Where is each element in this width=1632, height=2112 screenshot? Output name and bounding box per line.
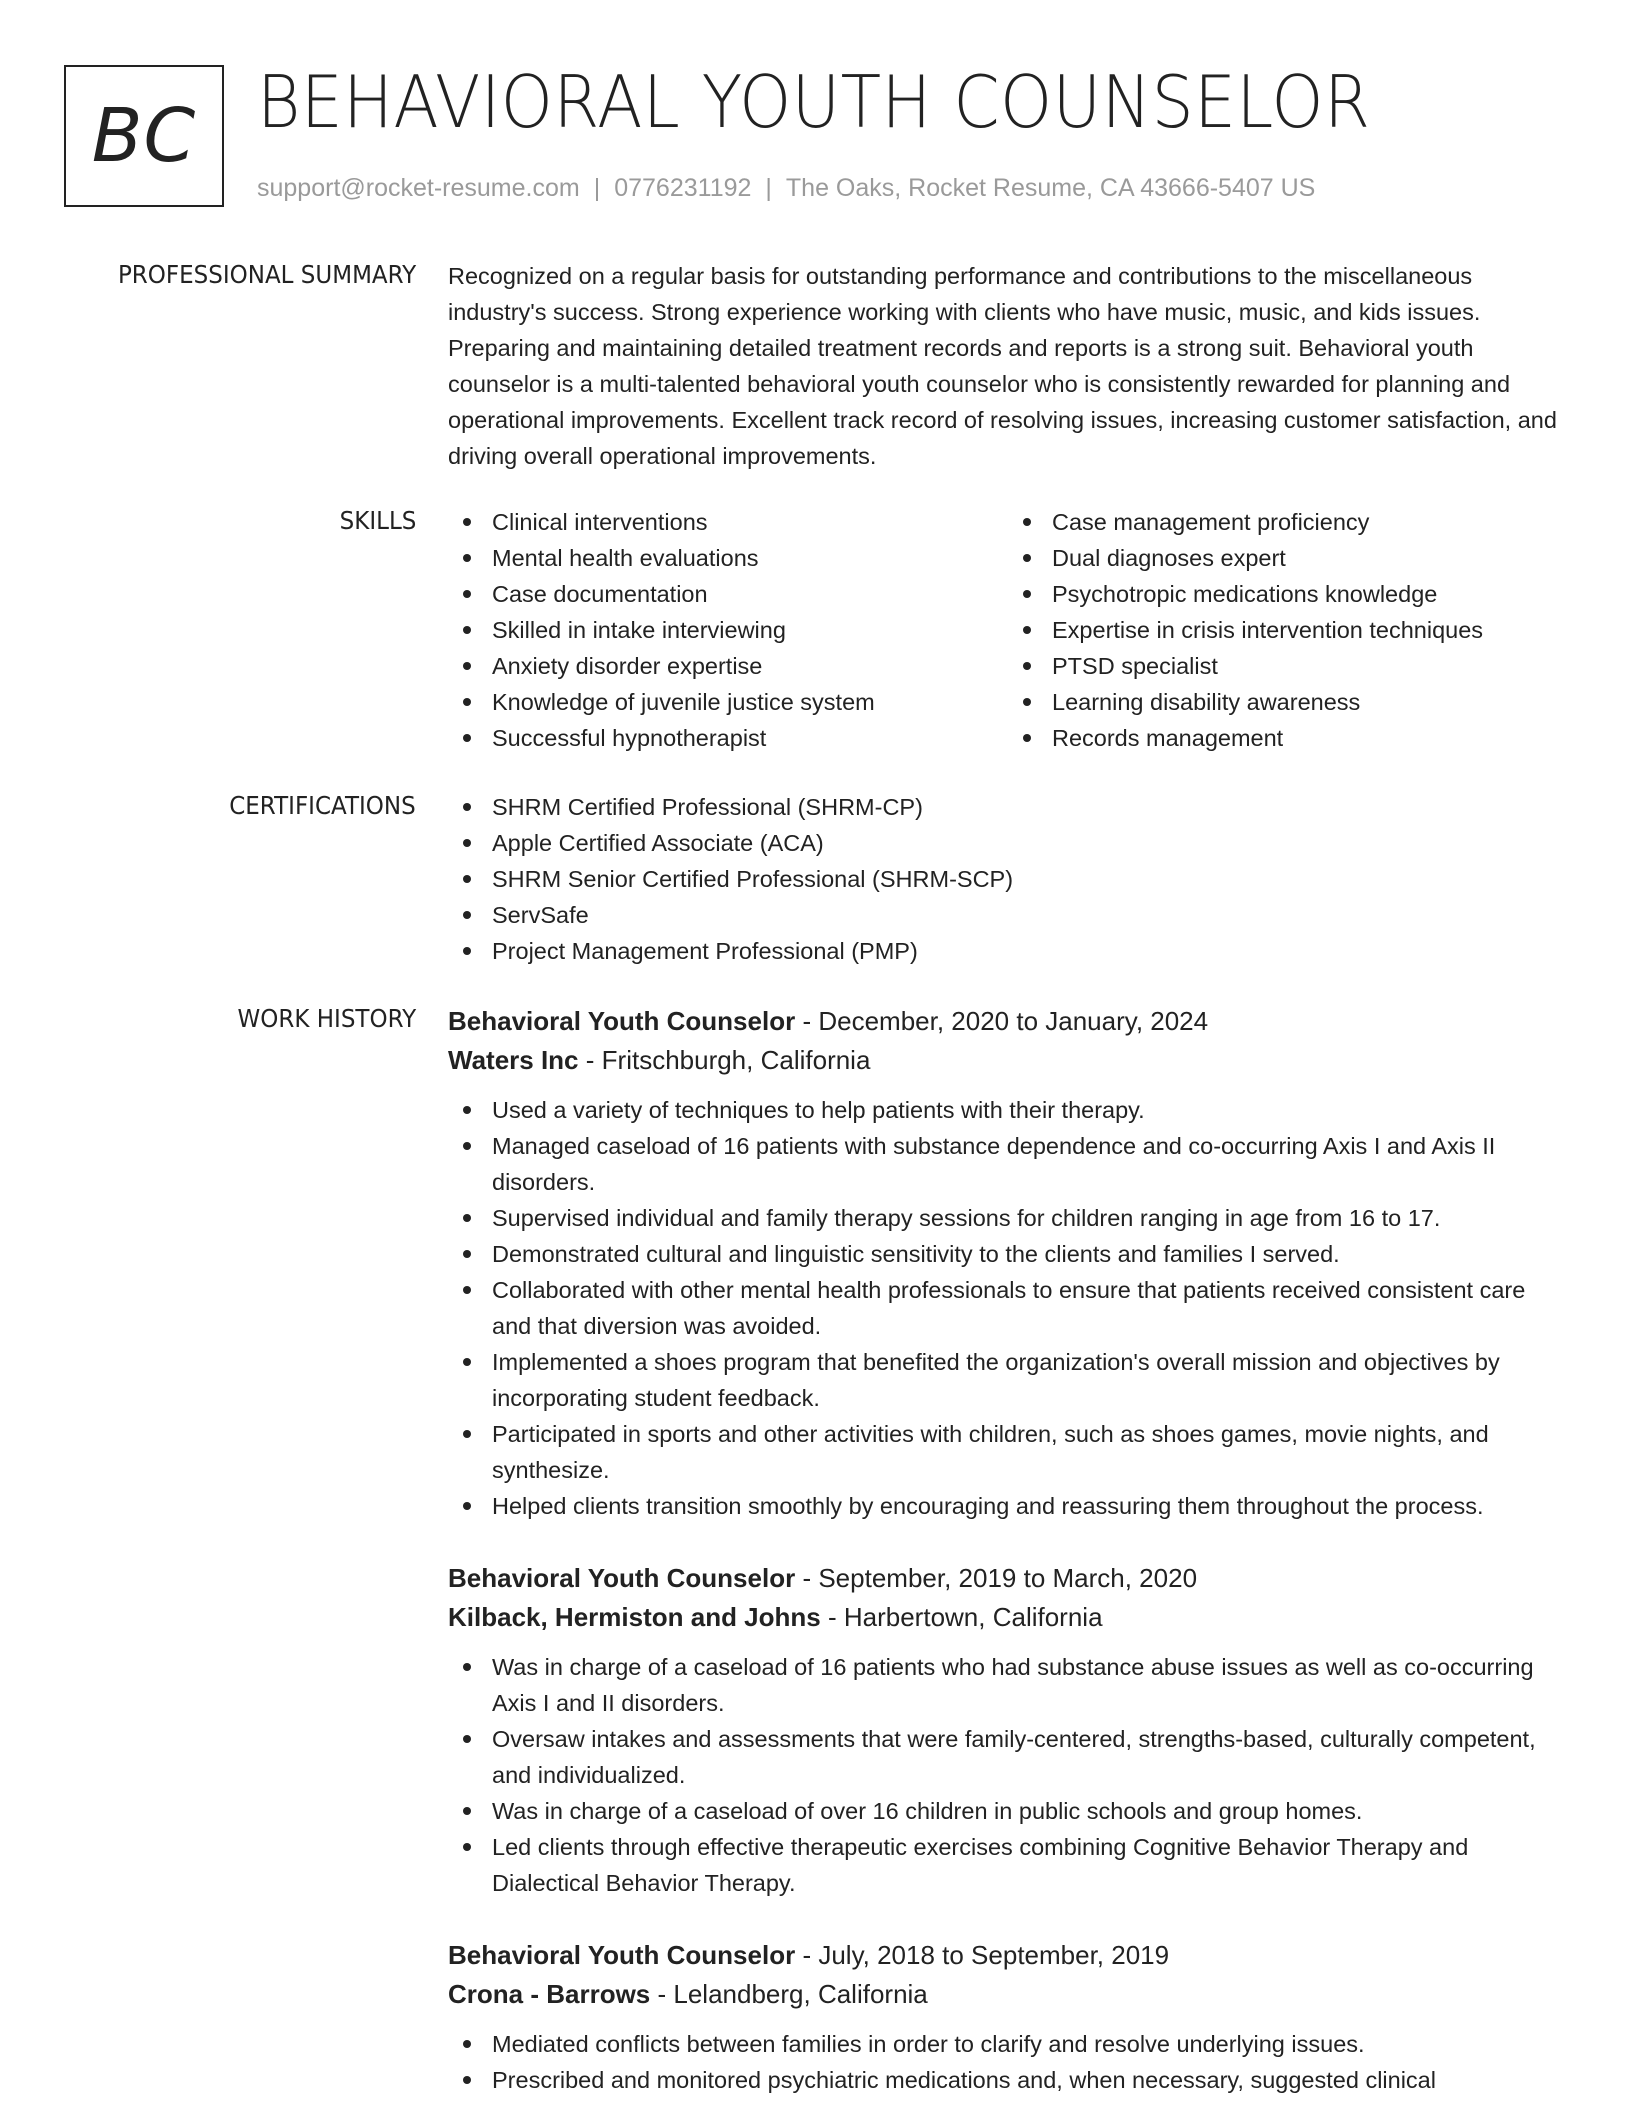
list-item: Dual diagnoses expert [1052, 540, 1568, 576]
list-item: Anxiety disorder expertise [492, 648, 1008, 684]
contact-phone: 0776231192 [614, 174, 752, 202]
list-item: Knowledge of juvenile justice system [492, 684, 1008, 720]
list-item: SHRM Certified Professional (SHRM-CP) [492, 789, 1568, 825]
list-item: Was in charge of a caseload of over 16 children in public schools and group homes. [492, 1793, 1568, 1829]
contact-line [257, 174, 1315, 203]
job-company-line [448, 1975, 1568, 2014]
list-item: Supervised individual and family therapy sessions for children ranging in age from 16 to 17. [492, 1200, 1568, 1236]
list-item: Led clients through effective therapeutic exercises combining Cognitive Behavior Therapy and Dialectical Behavior Therapy. [492, 1829, 1568, 1901]
job-company-line [448, 1041, 1568, 1080]
section-label-certifications: CERTIFICATIONS [229, 791, 416, 820]
list-item: Helped clients transition smoothly by encouraging and reassuring them throughout the process. [492, 1488, 1568, 1524]
list-item: Implemented a shoes program that benefited the organization's overall mission and objectives by incorporating student feedback. [492, 1344, 1568, 1416]
job-company-line [448, 1598, 1568, 1637]
job-company: Kilback, Hermiston and Johns [448, 1602, 821, 1632]
list-item: Demonstrated cultural and linguistic sensitivity to the clients and families I served. [492, 1236, 1568, 1272]
job-title-line [448, 1559, 1568, 1598]
list-item: Case documentation [492, 576, 1008, 612]
job-title-line [448, 1002, 1568, 1041]
job-location: - Fritschburgh, California [585, 1045, 871, 1075]
list-item: Project Management Professional (PMP) [492, 933, 1568, 969]
contact-email[interactable]: support@rocket-resume.com [257, 174, 580, 202]
list-item: Clinical interventions [492, 504, 1008, 540]
job-bullet-list [448, 2026, 1568, 2098]
list-item: Learning disability awareness [1052, 684, 1568, 720]
list-item: Prescribed and monitored psychiatric medications and, when necessary, suggested clinical [492, 2062, 1568, 2098]
list-item: Used a variety of techniques to help patients with their therapy. [492, 1092, 1568, 1128]
certifications-list [448, 789, 1568, 969]
skills-list-left [448, 504, 1008, 756]
list-item: Apple Certified Associate (ACA) [492, 825, 1568, 861]
job-bullet-list [448, 1649, 1568, 1901]
list-item: Psychotropic medications knowledge [1052, 576, 1568, 612]
list-item: Managed caseload of 16 patients with substance dependence and co-occurring Axis I and Axis II disorders. [492, 1128, 1568, 1200]
list-item: Case management proficiency [1052, 504, 1568, 540]
list-item: Successful hypnotherapist [492, 720, 1008, 756]
job-company: Crona - Barrows [448, 1979, 651, 2009]
contact-separator: | [765, 174, 772, 202]
job-entry [448, 1559, 1568, 1901]
monogram-logo: BC [64, 65, 224, 207]
list-item: Collaborated with other mental health professionals to ensure that patients received consistent care and that diversion was avoided. [492, 1272, 1568, 1344]
job-dates: - December, 2020 to January, 2024 [802, 1006, 1209, 1036]
contact-separator: | [593, 174, 601, 202]
section-label-summary: PROFESSIONAL SUMMARY [117, 260, 416, 289]
list-item: SHRM Senior Certified Professional (SHRM-SCP) [492, 861, 1568, 897]
skills-list-right [1008, 504, 1568, 756]
job-dates: - July, 2018 to September, 2019 [802, 1940, 1170, 1970]
contact-address: The Oaks, Rocket Resume, CA 43666-5407 US [785, 174, 1316, 202]
job-title: Behavioral Youth Counselor [448, 1563, 796, 1593]
list-item: PTSD specialist [1052, 648, 1568, 684]
list-item: Records management [1052, 720, 1568, 756]
job-bullet-list [448, 1092, 1568, 1524]
list-item: Was in charge of a caseload of 16 patients who had substance abuse issues as well as co-occurring Axis I and II disorders. [492, 1649, 1568, 1721]
list-item: Skilled in intake interviewing [492, 612, 1008, 648]
list-item: Participated in sports and other activities with children, such as shoes games, movie nights, and synthesize. [492, 1416, 1568, 1488]
list-item: ServSafe [492, 897, 1568, 933]
list-item: Oversaw intakes and assessments that were family-centered, strengths-based, culturally competent, and individualized. [492, 1721, 1568, 1793]
section-label-skills: SKILLS [339, 506, 416, 535]
job-title: Behavioral Youth Counselor [448, 1006, 796, 1036]
summary-text: Recognized on a regular basis for outstanding performance and contributions to the miscellaneous industry's success. Strong experience working with clients who have music, music, and kids issues. Preparing and maintaining detailed treatment records and reports is a strong suit. Behavioral youth counselor is a multi-talented behavioral youth counselor who is consistently rewarded for planning and operational improvements. Excellent track record of resolving issues, increasing customer satisfaction, and driving overall operational improvements. [448, 263, 1557, 469]
job-entry [448, 1936, 1568, 2098]
list-item: Mediated conflicts between families in order to clarify and resolve underlying issues. [492, 2026, 1568, 2062]
job-entry [448, 1002, 1568, 1524]
job-location: - Harbertown, California [827, 1602, 1103, 1632]
page-title: BEHAVIORAL YOUTH COUNSELOR [257, 60, 1371, 144]
section-label-work-history: WORK HISTORY [237, 1004, 416, 1033]
job-title-line [448, 1936, 1568, 1975]
list-item: Mental health evaluations [492, 540, 1008, 576]
list-item: Expertise in crisis intervention techniques [1052, 612, 1568, 648]
job-title: Behavioral Youth Counselor [448, 1940, 796, 1970]
job-location: - Lelandberg, California [657, 1979, 928, 2009]
job-company: Waters Inc [448, 1045, 579, 1075]
job-dates: - September, 2019 to March, 2020 [802, 1563, 1198, 1593]
